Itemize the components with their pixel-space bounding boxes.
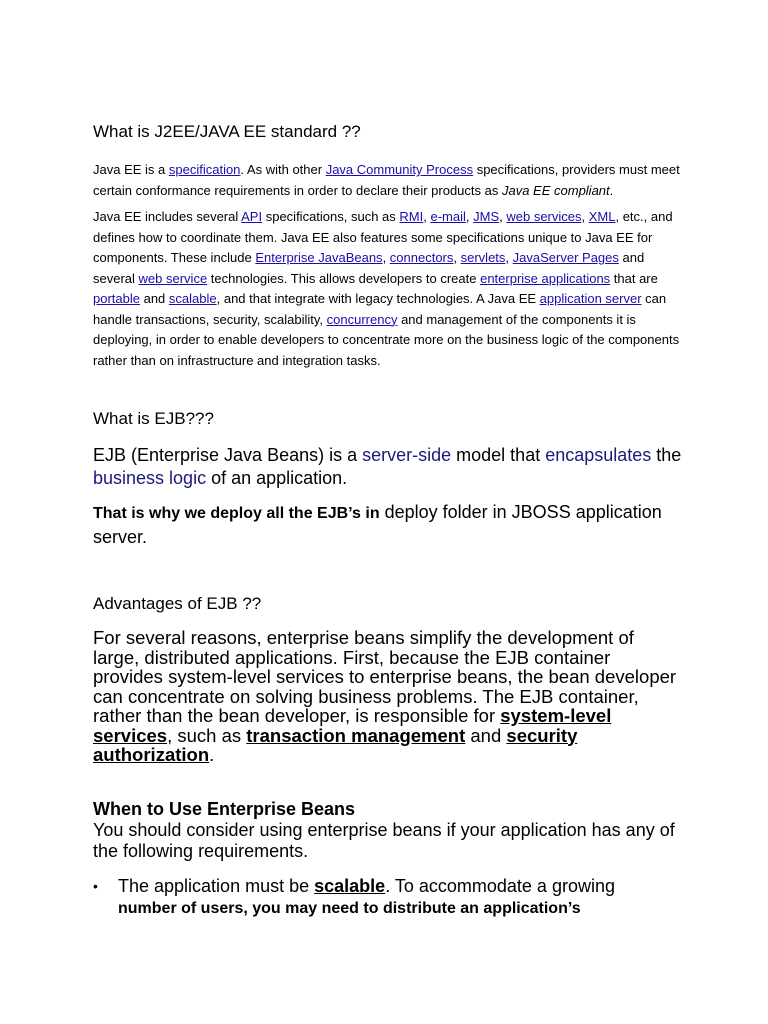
text: , xyxy=(423,209,431,224)
requirements-list xyxy=(93,876,683,919)
text: that are xyxy=(610,270,658,286)
text: . xyxy=(609,182,614,198)
link-jms[interactable]: JMS xyxy=(473,209,500,224)
para-ejb-definition xyxy=(93,444,683,489)
text: and xyxy=(465,724,507,746)
link-application-server[interactable]: application server xyxy=(539,291,642,306)
text: , and that integrate with legacy technologies. A Java EE xyxy=(216,291,540,306)
heading-advantages-ejb: Advantages of EJB ?? xyxy=(93,594,262,613)
text: . To accommodate a growing xyxy=(385,876,615,896)
heading-when-to-use: When to Use Enterprise Beans xyxy=(93,799,356,819)
link-portable[interactable]: portable xyxy=(93,291,140,306)
text: The application must be xyxy=(118,876,315,896)
text: model that xyxy=(451,445,546,465)
link-scalable[interactable]: scalable xyxy=(168,291,217,306)
link-servlets[interactable]: servlets xyxy=(460,250,506,265)
text: For several reasons, enterprise beans simplify the development of large, distributed applications. First, because the EJB container provides system-level services to enterprise beans, the bean developer can concentrate on solving business problems. The EJB container, rather than the bean developer, is responsible for xyxy=(93,627,677,726)
text: technologies. This allows developers to create xyxy=(207,270,481,286)
text-system-level-services: system-level services xyxy=(93,705,612,746)
text-distribute-users: number of users, you may need to distribute an application’s xyxy=(118,899,581,917)
link-enterprise-applications[interactable]: enterprise applications xyxy=(480,270,611,286)
text-scalable: scalable xyxy=(314,876,386,896)
link-specification[interactable]: specification xyxy=(168,162,241,177)
term-encapsulates: encapsulates xyxy=(545,445,652,465)
para-ejb-advantages xyxy=(93,628,683,765)
link-xml[interactable]: XML xyxy=(588,209,616,224)
text-security-authorization: security authorization xyxy=(93,724,578,765)
text: , xyxy=(581,209,589,224)
link-web-services[interactable]: web services xyxy=(506,209,582,224)
text: , etc., and defines how to coordinate them. Java EE also features some specifications unique to Java EE for components. These include xyxy=(93,209,673,265)
text-deploy-ejbs: That is why we deploy all the EJB’s in xyxy=(93,505,380,522)
para-ejb-deploy xyxy=(93,501,683,548)
text-java-ee-compliant: Java EE compliant xyxy=(501,182,610,198)
link-javaserver-pages[interactable]: JavaServer Pages xyxy=(512,250,619,265)
text: Java EE includes several xyxy=(93,209,242,224)
link-web-service[interactable]: web service xyxy=(138,270,208,286)
text: , xyxy=(453,250,461,265)
text: of an application. xyxy=(206,467,348,488)
text: the xyxy=(651,445,682,465)
text: specifications, providers must meet certain conformance requirements in order to declare their products as xyxy=(93,162,680,198)
heading-j2ee-standard: What is J2EE/JAVA EE standard ?? xyxy=(93,122,361,141)
link-concurrency[interactable]: concurrency xyxy=(326,311,398,327)
term-business-logic: business logic xyxy=(93,467,207,488)
bullet-icon: • xyxy=(93,878,98,894)
text: specifications, such as xyxy=(262,209,400,224)
link-connectors[interactable]: connectors xyxy=(389,250,454,265)
text: , xyxy=(499,209,507,224)
text-transaction-management: transaction management xyxy=(246,724,466,746)
text: , xyxy=(505,250,513,265)
link-java-community-process[interactable]: Java Community Process xyxy=(325,162,474,177)
text: and several xyxy=(93,250,645,286)
text: EJB (Enterprise Java Beans) is a xyxy=(93,445,363,465)
text: . As with other xyxy=(240,162,326,177)
para-java-ee-apis xyxy=(93,207,683,371)
text: deploy folder in JBOSS application server. xyxy=(93,502,662,547)
para-java-ee-spec xyxy=(93,160,683,201)
list-item xyxy=(93,876,683,919)
para-requirements-intro: You should consider using enterprise beans if your application has any of the following requirements. xyxy=(93,820,675,861)
text: , xyxy=(465,209,474,224)
text: . xyxy=(209,744,215,765)
heading-what-is-ejb: What is EJB??? xyxy=(93,409,214,428)
term-server-side: server-side xyxy=(362,445,452,465)
text: , such as xyxy=(167,724,247,746)
link-email[interactable]: e-mail xyxy=(430,209,466,224)
text: and management of the components it is deploying, in order to enable developers to concentrate more on the business logic of the components rather than on infrastructure and integration tasks. xyxy=(93,311,680,368)
link-enterprise-javabeans[interactable]: Enterprise JavaBeans xyxy=(255,250,383,265)
text: and xyxy=(139,291,169,306)
link-api[interactable]: API xyxy=(241,209,263,224)
link-rmi[interactable]: RMI xyxy=(399,209,424,224)
text: Java EE is a xyxy=(93,162,169,177)
text: , xyxy=(382,250,390,265)
text: can handle transactions, security, scalability, xyxy=(93,291,667,327)
